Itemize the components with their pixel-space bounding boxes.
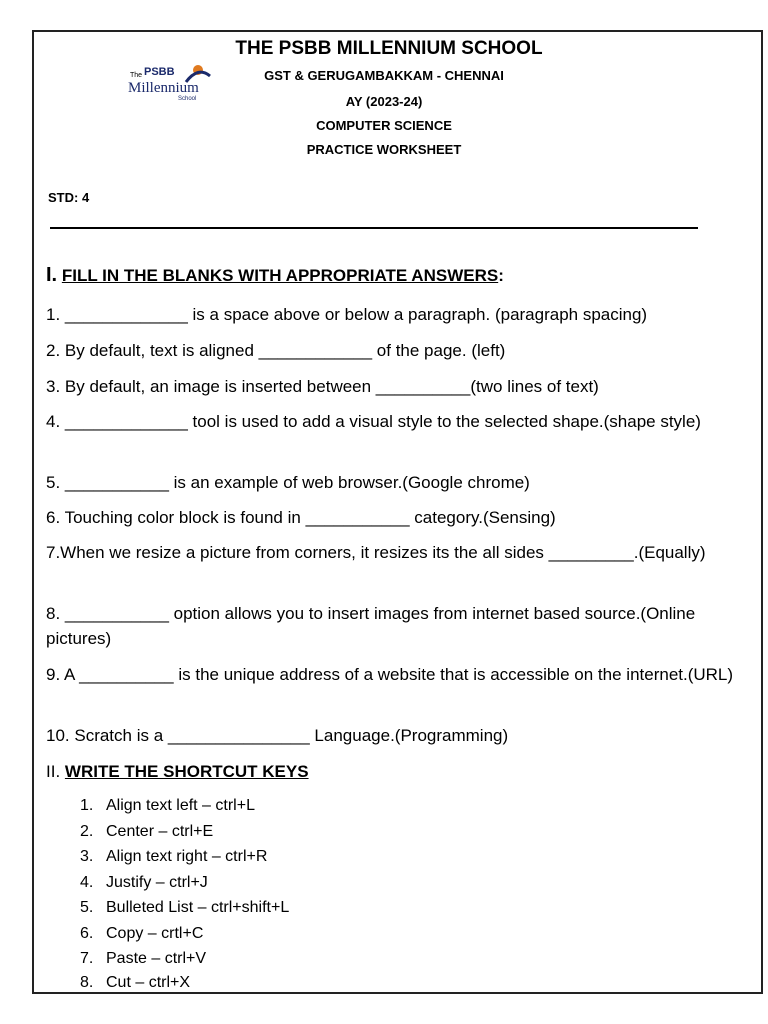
logo-school: School — [178, 96, 197, 102]
shortcut-text: Cut – ctrl+X — [106, 974, 191, 991]
question-4: 4. _____________ tool is used to add a visual style to the selected shape.(shape style) — [46, 412, 701, 431]
shortcut-item — [80, 925, 203, 943]
section1-title: FILL IN THE BLANKS WITH APPROPRIATE ANSWERS — [61, 266, 499, 285]
shortcut-item — [80, 899, 289, 917]
shortcut-text: Copy – crtl+C — [106, 925, 204, 942]
shortcut-text: Justify – ctrl+J — [106, 874, 208, 891]
shortcut-num: 2. — [80, 823, 94, 840]
shortcut-num: 5. — [80, 899, 94, 916]
section2-heading — [46, 762, 309, 782]
shortcut-num: 8. — [80, 974, 94, 991]
shortcut-text: Align text left – ctrl+L — [106, 797, 255, 814]
section1-roman: I. — [46, 264, 58, 286]
question-9: 9. A __________ is the unique address of a website that is accessible on the internet.(URL) — [46, 665, 734, 684]
divider-line — [50, 227, 698, 229]
shortcut-num: 7. — [80, 950, 94, 967]
question-8: 8. ___________ option allows you to insert images from internet based source.(Online pictures) — [46, 604, 696, 648]
section2-title: WRITE THE SHORTCUT KEYS — [64, 762, 309, 781]
academic-year: AY (2023-24) — [345, 94, 423, 109]
question-7: 7.When we resize a picture from corners, it resizes its the all sides _________.(Equally) — [46, 543, 706, 562]
shortcut-text: Align text right – ctrl+R — [106, 848, 268, 865]
campus: GST & GERUGAMBAKKAM - CHENNAI — [264, 68, 504, 83]
question-3: 3. By default, an image is inserted between __________(two lines of text) — [46, 377, 599, 396]
shortcut-item — [80, 950, 206, 968]
shortcut-text: Bulleted List – ctrl+shift+L — [106, 899, 290, 916]
logo-the: The — [130, 72, 143, 79]
shortcut-num: 1. — [80, 797, 94, 814]
section2-roman: II. — [46, 762, 65, 781]
question-2: 2. By default, text is aligned ____________ of the page. (left) — [46, 341, 506, 360]
std-label: STD: 4 — [48, 190, 90, 205]
logo-psbb: PSBB — [144, 66, 175, 78]
shortcut-item — [80, 974, 190, 992]
section1-colon: : — [498, 266, 504, 285]
shortcut-item — [80, 848, 267, 866]
shortcut-num: 4. — [80, 874, 94, 891]
page-border-bottom — [32, 992, 763, 994]
worksheet-title: PRACTICE WORKSHEET — [306, 142, 462, 157]
logo-millennium: Millennium — [128, 80, 199, 96]
question-6: 6. Touching color block is found in ___________ category.(Sensing) — [46, 508, 556, 527]
shortcut-num: 6. — [80, 925, 94, 942]
shortcut-text: Paste – ctrl+V — [106, 950, 207, 967]
shortcut-item — [80, 823, 213, 841]
shortcut-num: 3. — [80, 848, 94, 865]
subject: COMPUTER SCIENCE — [316, 118, 452, 133]
section1-heading — [46, 264, 504, 287]
school-name: THE PSBB MILLENNIUM SCHOOL — [235, 38, 543, 59]
shortcut-text: Center – ctrl+E — [106, 823, 214, 840]
question-5: 5. ___________ is an example of web browser.(Google chrome) — [46, 473, 530, 492]
shortcut-item — [80, 797, 255, 815]
question-1: 1. _____________ is a space above or below a paragraph. (paragraph spacing) — [46, 305, 648, 324]
question-10: 10. Scratch is a _______________ Language.(Programming) — [46, 726, 509, 745]
shortcut-item — [80, 874, 208, 892]
